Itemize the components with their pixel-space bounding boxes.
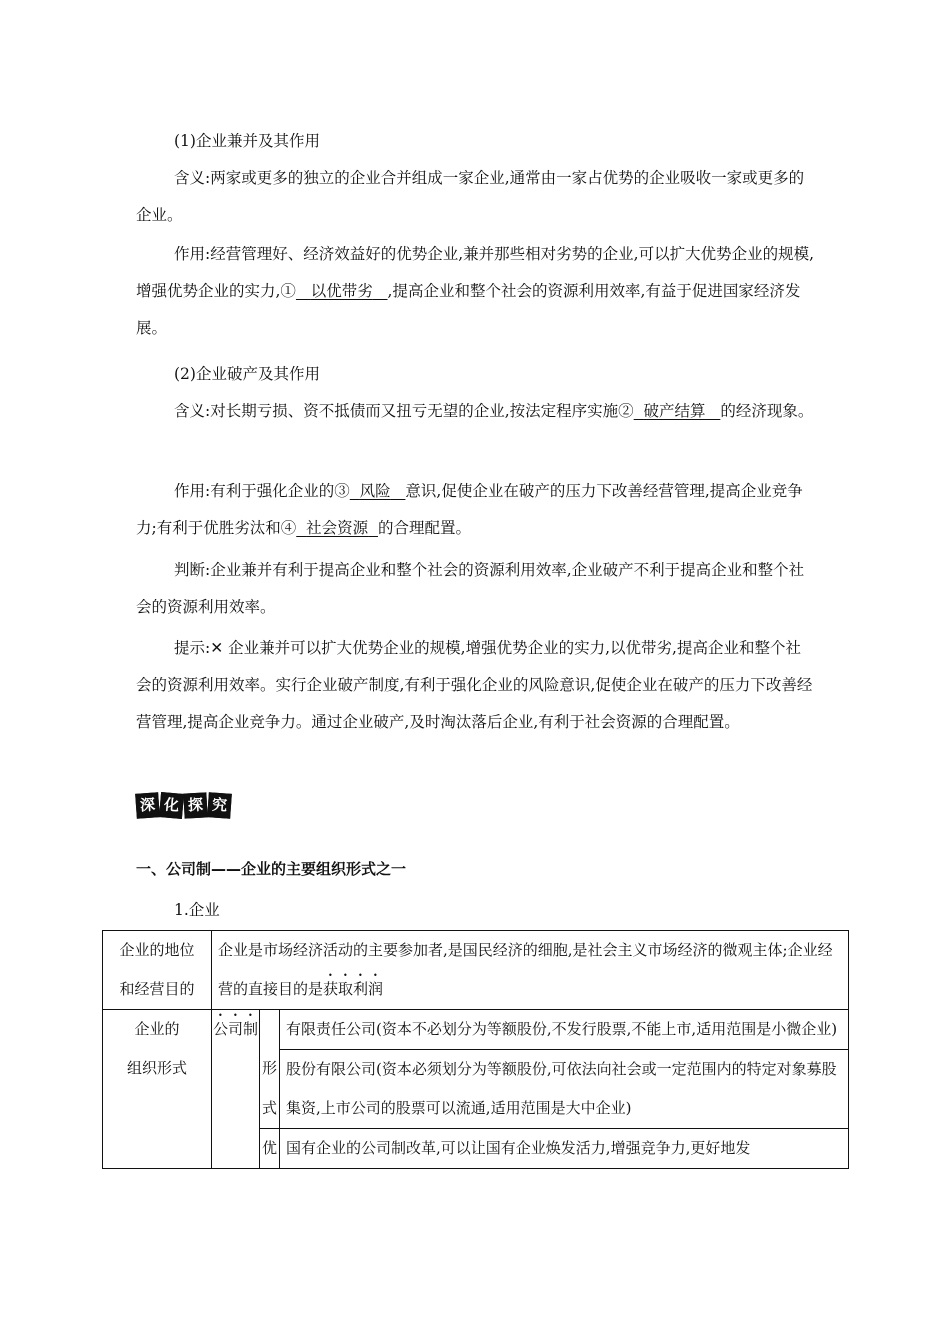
row-label: 企业的地位 和经营目的 — [103, 931, 212, 1010]
deepen-explore-badge — [136, 793, 231, 819]
section2-role: 作用:有利于强化企业的③ 风险 意识,促使企业在破产的压力下改善经营管理,提高企业竞争力;有利于优胜劣汰和④ 社会资源 的合理配置。 — [136, 482, 803, 537]
row-label: 企业的 组织形式 — [103, 1010, 212, 1169]
table-row — [103, 931, 849, 1010]
section-heading: 一、公司制——企业的主要组织形式之一 — [136, 860, 407, 878]
company-system-cell: 公司制 — [212, 1010, 260, 1169]
blank-answer-4: 社会资源 — [306, 519, 369, 537]
advantage-description: 国有企业的公司制改革,可以让国有企业焕发活力,增强竞争力,更好地发 — [280, 1129, 849, 1169]
section1-title: (1)企业兼并及其作用 — [174, 132, 320, 150]
enterprise-table — [102, 930, 849, 1169]
row-content: 企业是市场经济活动的主要参加者,是国民经济的细胞,是社会主义市场经济的微观主体;企业经营的直接目的是获取利润 — [212, 931, 849, 1010]
badge-char: 究 — [207, 792, 232, 819]
judgment-statement: 判断:企业兼并有利于提高企业和整个社会的资源利用效率,企业破产不利于提高企业和整个社会的资源利用效率。 — [136, 561, 805, 616]
section1-role: 作用:经营管理好、经济效益好的优势企业,兼并那些相对劣势的企业,可以扩大优势企业的规模,增强优势企业的实力,① 以优带劣 ,提高企业和整个社会的资源利用效率,有益于促进国家经济发展。 — [136, 245, 815, 337]
section2-definition: 含义:对长期亏损、资不抵债而又扭亏无望的企业,按法定程序实施② 破产结算 的经济现象。 — [174, 402, 814, 420]
sub-heading: 1.企业 — [174, 901, 220, 919]
blank-answer-3: 风险 — [359, 482, 391, 500]
advantage-label-cell: 优 — [260, 1129, 280, 1169]
badge-char: 探 — [183, 792, 207, 818]
section2-title: (2)企业破产及其作用 — [174, 365, 320, 383]
blank-answer-2: 破产结算 — [643, 402, 706, 420]
blank-answer-1: 以优带劣 — [310, 282, 373, 300]
form-description: 股份有限公司(资本必须划分为等额股份,可依法向社会或一定范围内的特定对象募股集资,上市公司的股票可以流通,适用范围是大中企业) — [280, 1050, 849, 1129]
badge-char: 化 — [159, 792, 184, 819]
hint-explanation: 提示:✕ 企业兼并可以扩大优势企业的规模,增强优势企业的实力,以优带劣,提高企业和整个社会的资源利用效率。实行企业破产制度,有利于强化企业的风险意识,促使企业在破产的压力下改善经营管理,提高企业竞争力。通过企业破产,及时淘汰落后企业,有利于社会资源的合理配置。 — [136, 639, 813, 731]
emphasis-text: 获取利润 — [323, 980, 384, 998]
form-description: 有限责任公司(资本不必划分为等额股份,不发行股票,不能上市,适用范围是小微企业) — [280, 1010, 849, 1050]
badge-char: 深 — [135, 792, 160, 819]
table-row — [103, 1010, 849, 1050]
form-label-cell: 形 式 — [260, 1010, 280, 1129]
section1-definition: 含义:两家或更多的独立的企业合并组成一家企业,通常由一家占优势的企业吸收一家或更多的企业。 — [136, 169, 805, 224]
